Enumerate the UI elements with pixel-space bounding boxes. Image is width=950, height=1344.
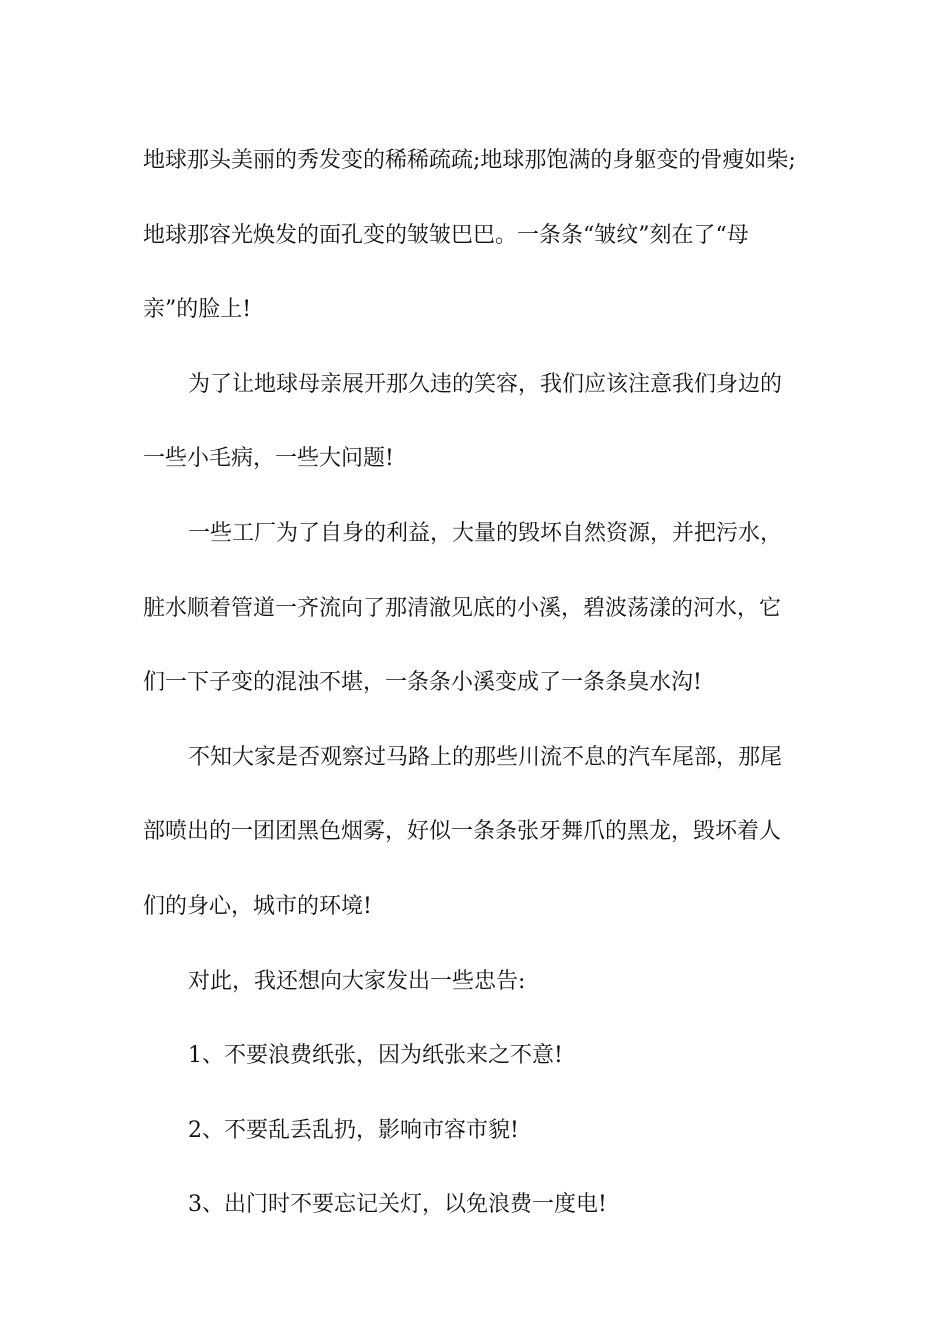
paragraph-first-line: 一些工厂为了自身的利益，大量的毁坏自然资源，并把污水， [188, 520, 783, 546]
list-item: 2、不要乱丢乱扔，影响市容市貌! [188, 1117, 519, 1143]
text-line: 部喷出的一团团黑色烟雾，好似一条条张牙舞爪的黑龙，毁坏着人 [143, 819, 782, 845]
text-line: 地球那头美丽的秀发变的稀稀疏疏;地球那饱满的身躯变的骨瘦如柴; [143, 148, 796, 173]
text-line: 地球那容光焕发的面孔变的皱皱巴巴。一条条“皱纹”刻在了“母 [143, 222, 749, 248]
text-line: 们的身心，城市的环境! [143, 893, 372, 919]
paragraph-first-line: 不知大家是否观察过马路上的那些川流不息的汽车尾部，那尾 [188, 744, 783, 770]
text-line: 脏水顺着管道一齐流向了那清澈见底的小溪，碧波荡漾的河水，它 [143, 595, 782, 621]
list-item: 3、出门时不要忘记关灯，以免浪费一度电! [188, 1192, 607, 1218]
text-line: 亲”的脸上! [143, 297, 252, 323]
text-line: 们一下子变的混浊不堪，一条条小溪变成了一条条臭水沟! [143, 670, 702, 696]
document-body [143, 124, 815, 1243]
list-item: 1、不要浪费纸张，因为纸张来之不意! [188, 1043, 563, 1069]
paragraph-first-line: 对此，我还想向大家发出一些忠告: [188, 968, 526, 994]
paragraph-first-line: 为了让地球母亲展开那久违的笑容，我们应该注意我们身边的 [188, 371, 783, 397]
text-line: 一些小毛病，一些大问题! [143, 446, 394, 472]
